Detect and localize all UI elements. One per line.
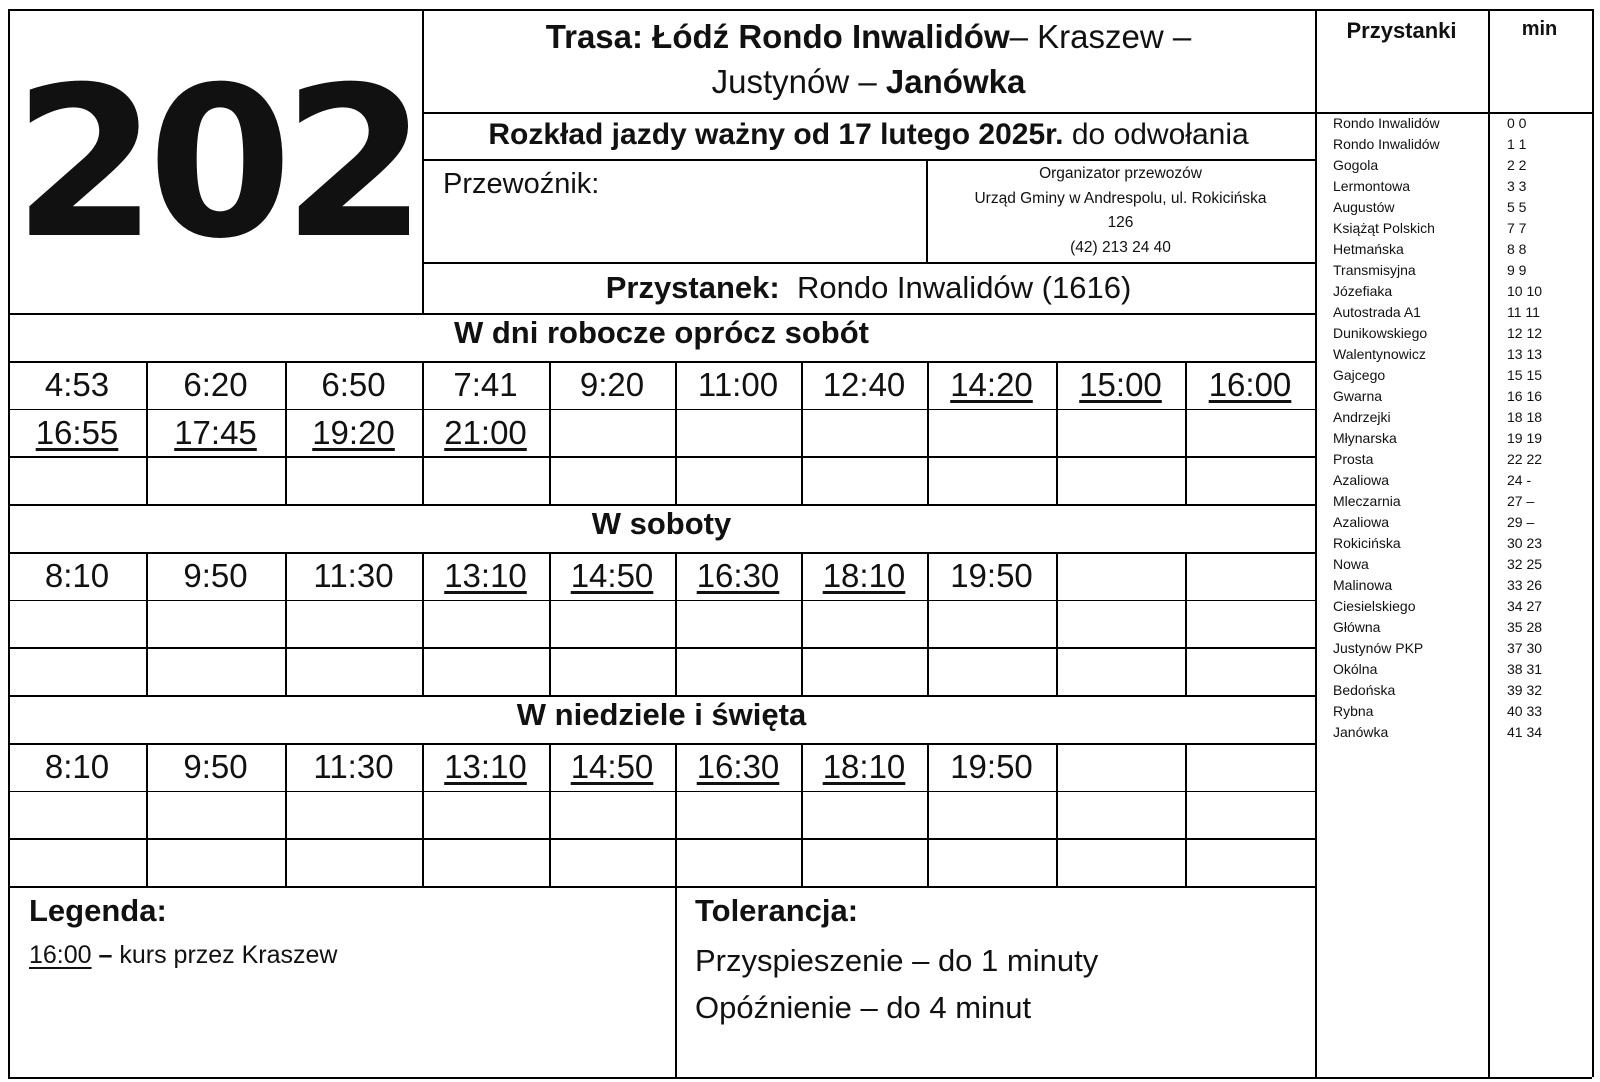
stop-list-item: Malinowa	[1333, 577, 1393, 593]
departure-time	[146, 552, 285, 600]
departure-time	[549, 743, 675, 791]
stop-list-item: Główna	[1333, 619, 1381, 635]
stop-travel-minutes: 13 13	[1507, 346, 1543, 362]
stops-header: Przystanki	[1346, 18, 1457, 43]
stop-travel-minutes: 19 19	[1507, 430, 1543, 446]
stop-list-item: Gogola	[1333, 157, 1379, 173]
grid-line	[1056, 743, 1058, 886]
departure-time-via-kraszew: 13:10	[444, 747, 527, 785]
departure-time	[675, 361, 801, 409]
departure-time	[549, 552, 675, 600]
legend-example-text: kurs przez Kraszew	[119, 941, 338, 969]
departure-time-label: 12:40	[822, 365, 906, 403]
grid-line	[675, 886, 677, 1077]
departure-time-label: 19:50	[950, 747, 1033, 785]
carrier-label: Przewoźnik:	[443, 168, 600, 200]
stop-list-item: Azaliowa	[1333, 514, 1390, 530]
departure-time-via-kraszew: 15:00	[1079, 365, 1162, 403]
stop-travel-minutes: 33 26	[1507, 577, 1543, 593]
stop-line	[422, 268, 1315, 308]
stop-travel-minutes: 12 12	[1507, 325, 1543, 341]
grid-line	[1185, 552, 1187, 695]
departure-time	[675, 743, 801, 791]
stop-travel-minutes: 11 11	[1507, 304, 1540, 320]
tolerance-early: Przyspieszenie – do 1 minuty	[695, 943, 1099, 978]
stop-list-item: Rondo Inwalidów	[1333, 115, 1440, 131]
departure-time	[422, 552, 549, 600]
stop-travel-minutes: 40 33	[1507, 703, 1543, 719]
stop-list-item: Rokicińska	[1333, 535, 1401, 551]
departure-time-via-kraszew: 14:50	[570, 747, 654, 785]
stop-list-item: Justynów PKP	[1333, 640, 1424, 656]
departure-time-label: 11:30	[313, 556, 394, 594]
departure-time-label: 7:41	[453, 365, 518, 403]
departure-time-label: 9:50	[183, 747, 248, 785]
departure-time-label: 4:53	[44, 365, 110, 403]
departure-time-via-kraszew: 14:50	[570, 556, 654, 594]
stop-list-item: Rybna	[1333, 703, 1374, 719]
departure-time	[285, 743, 422, 791]
organizer-line: Urząd Gminy w Andrespolu, ul. Rokicińska	[974, 189, 1267, 207]
departure-time	[549, 361, 675, 409]
departure-time-label: 9:50	[183, 556, 248, 594]
stop-travel-minutes: 35 28	[1507, 619, 1543, 635]
stop-travel-minutes: 10 10	[1507, 283, 1543, 299]
departure-time	[285, 409, 422, 457]
route-middle-2: Justynów –	[711, 63, 877, 100]
stop-travel-minutes: 16 16	[1507, 388, 1543, 404]
legend-example-time: 16:00	[29, 941, 92, 969]
grid-line	[8, 1077, 1592, 1079]
stop-travel-minutes: 7 7	[1507, 220, 1527, 236]
departure-time	[8, 743, 146, 791]
stop-name: Rondo Inwalidów (1616)	[796, 270, 1132, 305]
minutes-header: min	[1521, 18, 1558, 40]
stop-travel-minutes: 2 2	[1507, 157, 1527, 173]
stop-travel-minutes: 8 8	[1507, 241, 1527, 257]
departure-time-via-kraszew: 16:30	[696, 747, 780, 785]
grid-line	[1185, 743, 1187, 886]
validity-until: do odwołania	[1071, 118, 1249, 151]
stop-list-item: Janówka	[1333, 724, 1389, 740]
stop-list-item: Książąt Polskich	[1333, 220, 1435, 236]
stop-list-item: Okólna	[1333, 661, 1378, 677]
stop-list-item: Mleczarnia	[1333, 493, 1401, 509]
validity-line	[422, 115, 1315, 155]
departure-time	[801, 361, 927, 409]
stop-travel-minutes: 27 –	[1507, 493, 1535, 509]
stop-name-list	[1333, 113, 1440, 743]
grid-line	[1488, 9, 1490, 1077]
grid-line	[422, 159, 1315, 161]
sundays-title: W niedziele i święta	[516, 697, 807, 732]
departure-time-via-kraszew: 18:10	[822, 747, 906, 785]
stop-list-item: Józefiaka	[1333, 283, 1393, 299]
legend-title: Legenda:	[29, 893, 167, 928]
departure-time-label: 19:50	[950, 556, 1033, 594]
departure-time	[675, 552, 801, 600]
tolerance-title: Tolerancja:	[695, 893, 859, 928]
stop-travel-minutes: 30 23	[1507, 535, 1543, 551]
departure-time-via-kraszew: 16:00	[1208, 365, 1292, 403]
stop-travel-minutes: 32 25	[1507, 556, 1543, 572]
stop-list-item: Andrzejki	[1333, 409, 1391, 425]
stop-travel-minutes: 22 22	[1507, 451, 1543, 467]
grid-line	[1315, 9, 1317, 1077]
route-number: 202	[12, 43, 418, 285]
saturdays-title: W soboty	[591, 506, 732, 541]
departure-time	[927, 743, 1056, 791]
grid-line	[422, 112, 1315, 114]
organizer-line: (42) 213 24 40	[1070, 238, 1171, 256]
departure-time-via-kraszew: 21:00	[444, 413, 527, 451]
grid-line	[8, 791, 1315, 793]
grid-line	[8, 838, 1315, 840]
organizer-info	[926, 162, 1315, 260]
departure-time-label: 11:30	[313, 747, 394, 785]
stop-list-item: Gwarna	[1333, 388, 1383, 404]
grid-line	[422, 262, 1315, 264]
stop-travel-minutes: 24 -	[1507, 472, 1532, 488]
departure-time-label: 8:10	[44, 556, 110, 594]
stop-list-item: Dunikowskiego	[1333, 325, 1428, 341]
route-title	[422, 14, 1315, 104]
departure-time	[146, 409, 285, 457]
stop-label: Przystanek:	[605, 270, 780, 305]
stop-travel-minutes: 9 9	[1507, 262, 1527, 278]
stop-minutes-list	[1507, 113, 1542, 743]
stop-travel-minutes: 29 –	[1507, 514, 1535, 530]
departure-time-via-kraszew: 18:10	[822, 556, 906, 594]
departure-time	[422, 361, 549, 409]
departure-time-label: 6:20	[183, 365, 248, 403]
departure-time	[8, 361, 146, 409]
grid-line	[8, 647, 1315, 649]
departure-time	[285, 552, 422, 600]
stop-travel-minutes: 0 0	[1507, 115, 1527, 131]
departure-time	[146, 361, 285, 409]
grid-line	[1056, 552, 1058, 695]
grid-line	[1592, 9, 1594, 1077]
grid-line	[8, 600, 1315, 602]
departure-time	[285, 361, 422, 409]
stop-travel-minutes: 3 3	[1507, 178, 1527, 194]
stop-list-item: Autostrada A1	[1333, 304, 1421, 320]
stop-list-item: Rondo Inwalidów	[1333, 136, 1440, 152]
validity-date: Rozkład jazdy ważny od 17 lutego 2025r.	[488, 118, 1064, 151]
stop-list-item: Hetmańska	[1333, 241, 1404, 257]
stop-list-item: Gajcego	[1333, 367, 1386, 383]
stop-travel-minutes: 37 30	[1507, 640, 1543, 656]
legend-dash: –	[91, 941, 120, 969]
departure-time-via-kraszew: 14:20	[950, 365, 1033, 403]
departure-time	[801, 743, 927, 791]
route-end: Janówka	[885, 63, 1026, 100]
stop-list-item: Azaliowa	[1333, 472, 1390, 488]
stop-list-item: Młynarska	[1333, 430, 1397, 446]
stop-list-item: Lermontowa	[1333, 178, 1411, 194]
departure-time-via-kraszew: 16:55	[35, 413, 119, 451]
departure-time	[927, 361, 1056, 409]
grid-line	[8, 456, 1315, 458]
stop-list-item: Ciesielskiego	[1333, 598, 1416, 614]
legend-entry	[29, 941, 337, 970]
stop-list-item: Transmisyjna	[1333, 262, 1416, 278]
departure-time-via-kraszew: 17:45	[174, 413, 257, 451]
organizer-line: Organizator przewozów	[1039, 165, 1202, 182]
stop-travel-minutes: 1 1	[1507, 136, 1527, 152]
departure-time	[422, 743, 549, 791]
stop-list-item: Augustów	[1333, 199, 1395, 215]
departure-time-label: 8:10	[44, 747, 110, 785]
departure-time	[146, 743, 285, 791]
departure-time	[8, 409, 146, 457]
stop-list-item: Prosta	[1333, 451, 1374, 467]
stop-travel-minutes: 34 27	[1507, 598, 1543, 614]
stop-travel-minutes: 39 32	[1507, 682, 1543, 698]
stop-travel-minutes: 15 15	[1507, 367, 1543, 383]
stop-travel-minutes: 18 18	[1507, 409, 1543, 425]
departure-time-label: 9:20	[579, 365, 645, 403]
departure-time	[8, 552, 146, 600]
grid-line	[8, 886, 1315, 888]
departure-time-via-kraszew: 19:20	[312, 413, 395, 451]
departure-time	[801, 552, 927, 600]
stop-travel-minutes: 38 31	[1507, 661, 1543, 677]
route-start: Łódź Rondo Inwalidów	[652, 18, 1010, 55]
departure-time	[927, 552, 1056, 600]
stop-travel-minutes: 41 34	[1507, 724, 1543, 740]
departure-time-label: 6:50	[321, 365, 386, 403]
route-prefix: Trasa:	[545, 18, 643, 55]
departure-time	[422, 409, 549, 457]
departure-time-via-kraszew: 16:30	[696, 556, 780, 594]
departure-time	[1056, 361, 1185, 409]
grid-line	[8, 9, 1592, 11]
tolerance-late: Opóźnienie – do 4 minut	[695, 990, 1032, 1025]
stop-list-item: Nowa	[1333, 556, 1369, 572]
departure-time	[1185, 361, 1315, 409]
stop-list-item: Bedońska	[1333, 682, 1396, 698]
weekdays-title: W dni robocze oprócz sobót	[453, 315, 870, 350]
departure-time-via-kraszew: 13:10	[444, 556, 527, 594]
organizer-line: 126	[1107, 214, 1134, 231]
departure-time-label: 11:00	[697, 365, 779, 403]
stop-travel-minutes: 5 5	[1507, 199, 1527, 215]
stop-list-item: Walentynowicz	[1333, 346, 1426, 362]
route-middle-1: – Kraszew –	[1009, 18, 1192, 55]
